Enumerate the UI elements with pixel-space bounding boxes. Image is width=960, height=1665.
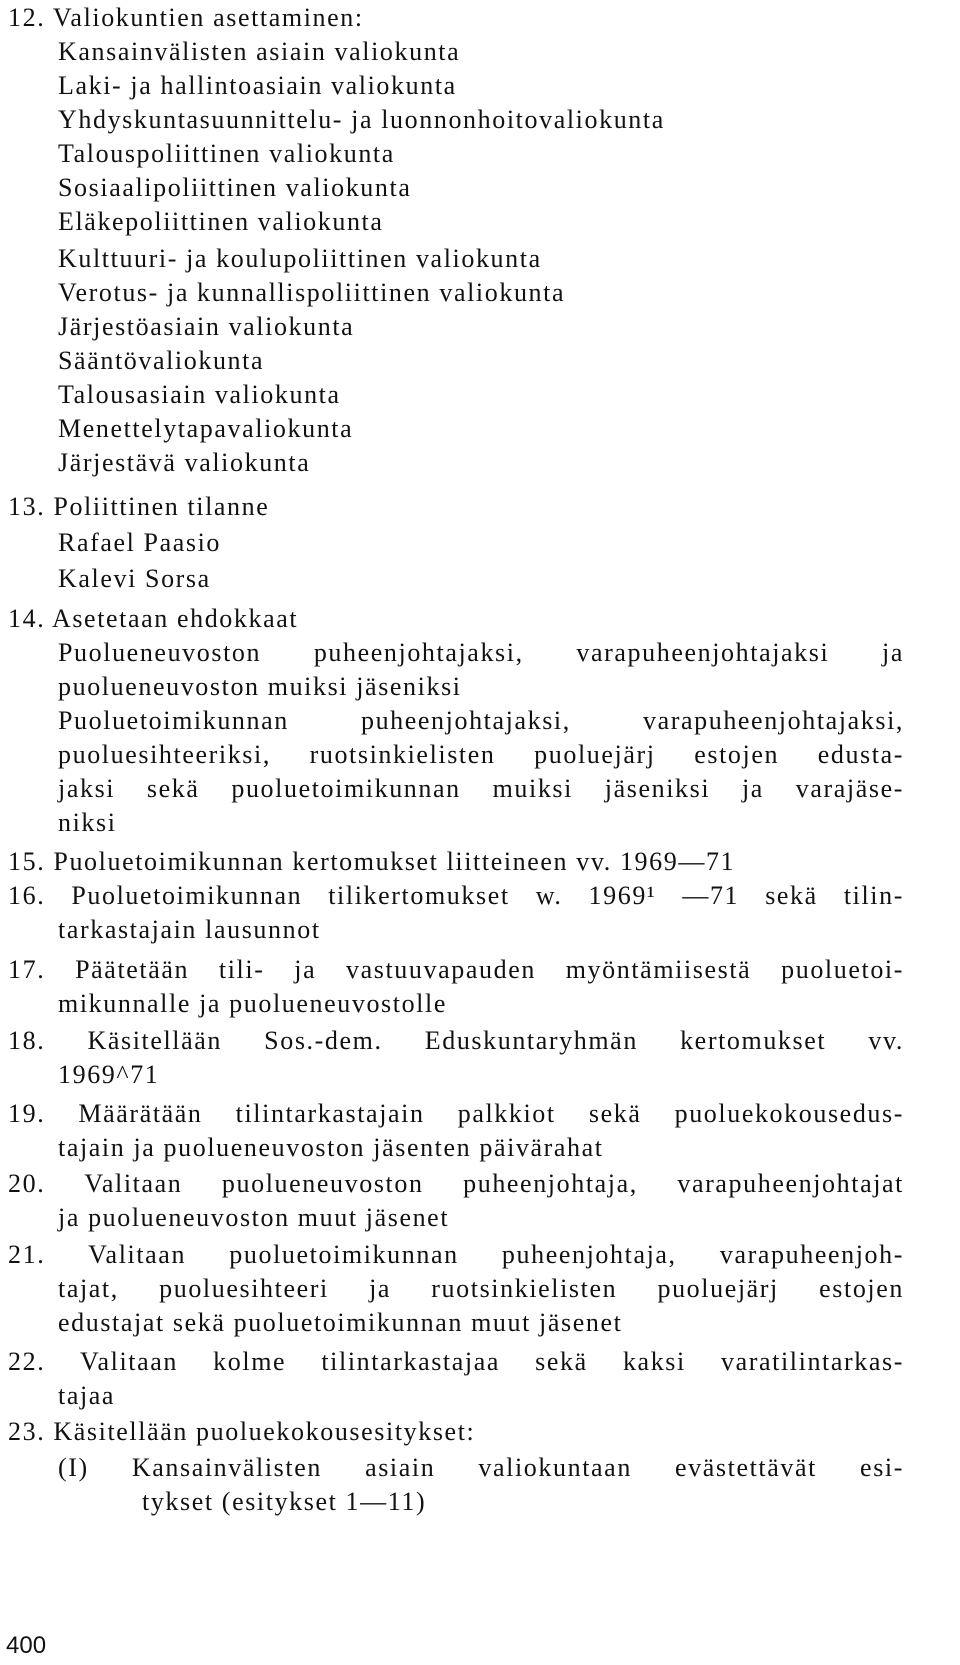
agenda-text-line: tajat, puoluesihteeri ja ruotsinkielisten puoluejärj estojen [58, 1274, 904, 1303]
committee-line: Menettelytapavaliokunta [58, 414, 354, 443]
speaker-name: Rafael Paasio [58, 528, 222, 557]
committee-line: Sosiaalipoliittinen valiokunta [58, 173, 412, 202]
committee-line: Verotus- ja kunnallispoliittinen valiokunta [58, 278, 566, 307]
committee-line: Kulttuuri- ja koulupoliittinen valiokunta [58, 244, 542, 273]
committee-line: Yhdyskuntasuunnittelu- ja luonnonhoitovaliokunta [58, 105, 665, 134]
committee-line: Järjestävä valiokunta [58, 448, 311, 477]
agenda-text-line: Puoluetoimikunnan puheenjohtajaksi, varapuheenjohtajaksi, [58, 706, 904, 735]
committee-line: Laki- ja hallintoasiain valiokunta [58, 71, 457, 100]
agenda-item-21: 21. Valitaan puoluetoimikunnan puheenjohtaja, varapuheenjoh- [8, 1240, 904, 1269]
agenda-text-line: edustajat sekä puoluetoimikunnan muut jäsenet [58, 1308, 623, 1337]
committee-line: Eläkepoliittinen valiokunta [58, 207, 384, 236]
speaker-name: Kalevi Sorsa [58, 564, 211, 593]
agenda-subitem-line: tykset (esitykset 1—11) [142, 1487, 427, 1516]
agenda-text-line: tarkastajain lausunnot [58, 915, 321, 944]
agenda-item-22: 22. Valitaan kolme tilintarkastajaa sekä kaksi varatilintarkas- [8, 1347, 904, 1376]
agenda-item-20: 20. Valitaan puolueneuvoston puheenjohtaja, varapuheenjohtajat [8, 1169, 904, 1198]
agenda-text-line: mikunnalle ja puolueneuvostolle [58, 989, 447, 1018]
agenda-text-line: jaksi sekä puoluetoimikunnan muiksi jäseniksi ja varajäse- [58, 774, 904, 803]
committee-line: Talouspoliittinen valiokunta [58, 139, 395, 168]
agenda-item-16: 16. Puoluetoimikunnan tilikertomukset w. 1969¹ —71 sekä tilin- [8, 881, 904, 910]
agenda-text-line: tajain ja puolueneuvoston jäsenten päivärahat [58, 1133, 604, 1162]
agenda-text-line: puoluesihteeriksi, ruotsinkielisten puoluejärj estojen edusta- [58, 740, 904, 769]
agenda-text-line: niksi [58, 808, 117, 837]
agenda-item-14-heading: 14. Asetetaan ehdokkaat [8, 604, 299, 633]
agenda-item-13-heading: 13. Poliittinen tilanne [8, 492, 270, 521]
agenda-text-line: tajaa [58, 1381, 116, 1410]
agenda-text-line: Puolueneuvoston puheenjohtajaksi, varapuheenjohtajaksi ja [58, 638, 904, 667]
page-number: 400 [6, 1632, 47, 1659]
agenda-text-line: 1969^71 [58, 1060, 160, 1089]
agenda-subitem-line: (I) Kansainvälisten asiain valiokuntaan evästettävät esi- [58, 1453, 904, 1482]
committee-line: Kansainvälisten asiain valiokunta [58, 37, 461, 66]
agenda-item-12-heading: 12. Valiokuntien asettaminen: [8, 3, 364, 32]
committee-line: Sääntövaliokunta [58, 346, 265, 375]
committee-line: Järjestöasiain valiokunta [58, 312, 355, 341]
committee-line: Talousasiain valiokunta [58, 380, 341, 409]
agenda-item-17: 17. Päätetään tili- ja vastuuvapauden myöntämiisestä puoluetoi- [8, 955, 904, 984]
agenda-item-19: 19. Määrätään tilintarkastajain palkkiot sekä puoluekokousedus- [8, 1099, 904, 1128]
agenda-text-line: puolueneuvoston muiksi jäseniksi [58, 672, 462, 701]
agenda-text-line: ja puolueneuvoston muut jäsenet [58, 1203, 450, 1232]
agenda-item-15: 15. Puoluetoimikunnan kertomukset liitteineen vv. 1969—71 [8, 847, 736, 876]
agenda-item-23-heading: 23. Käsitellään puoluekokousesitykset: [8, 1417, 476, 1446]
agenda-item-18: 18. Käsitellään Sos.-dem. Eduskuntaryhmän kertomukset vv. [8, 1026, 904, 1055]
